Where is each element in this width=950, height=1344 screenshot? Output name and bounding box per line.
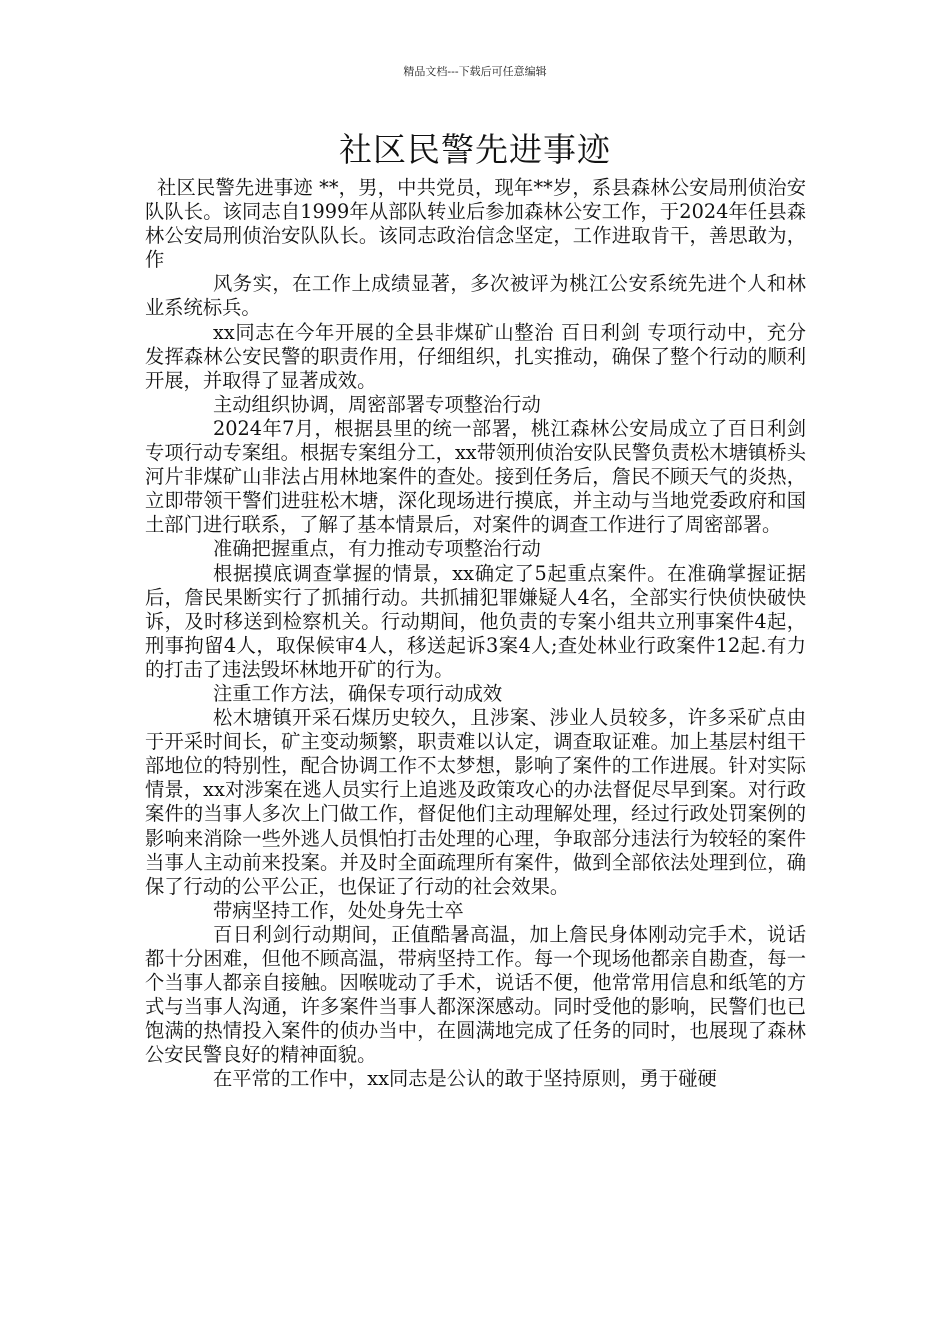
- paragraph: 松木塘镇开采石煤历史较久，且涉案、涉业人员较多，许多采矿点由于开采时间长，矿主变动频繁，职责难以认定，调查取证难。加上基层村组干部地位的特别性，配合协调工作不太梦想，影响了案件的工作进展。针对实际情景，xx对涉案在逃人员实行上追逃及政策攻心的办法督促尽早到案。对行政案件的当事人多次上门做工作，督促他们主动理解处理，经过行政处罚案例的影响来消除一些外逃人员惧怕打击处理的心理，争取部分违法行为较轻的案件当事人主动前来投案。并及时全面疏理所有案件，做到全部依法处理到位，确保了行动的公平公正，也保证了行动的社会效果。: [145, 706, 806, 898]
- paragraph: 在平常的工作中，xx同志是公认的敢于坚持原则，勇于碰硬: [213, 1067, 717, 1091]
- paragraph: 根据摸底调查掌握的情景，xx确定了5起重点案件。在准确掌握证据后，詹民果断实行了抓捕行动。共抓捕犯罪嫌疑人4名，全部实行快侦快破快诉，及时移送到检察机关。行动期间，他负责的专案小组共立刑事案件4起，刑事拘留4人，取保候审4人，移送起诉3案4人;查处林业行政案件12起.有力的打击了违法毁坏林地开矿的行为。: [145, 561, 806, 681]
- paragraph: 2024年7月，根据县里的统一部署，桃江森林公安局成立了百日利剑专项行动专案组。根据专案组分工，xx带领刑侦治安队民警负责松木塘镇桥头河片非煤矿山非法占用林地案件的查处。接到任务后，詹民不顾天气的炎热，立即带领干警们进驻松木塘，深化现场进行摸底，并主动与当地党委政府和国土部门进行联系，了解了基本情景后，对案件的调查工作进行了周密部署。: [145, 416, 806, 537]
- paragraph-intro: 社区民警先进事迹 **，男，中共党员，现年**岁，系县森林公安局刑侦治安队队长。该同志自1999年从部队转业后参加森林公安工作，于2024年任县森林公安局刑侦治安队队长。该同志政治信念坚定，工作进取肯干，善思敢为，作: [145, 176, 806, 272]
- section-heading: 注重工作方法，确保专项行动成效: [213, 681, 503, 705]
- section-heading: 准确把握重点，有力推动专项整治行动: [213, 537, 541, 561]
- paragraph: 风务实，在工作上成绩显著，多次被评为桃江公安系统先进个人和林业系统标兵。: [145, 272, 806, 320]
- document-body: [145, 176, 806, 1092]
- document-title: 社区民警先进事迹: [339, 130, 611, 169]
- paragraph: xx同志在今年开展的全县非煤矿山整治 百日利剑 专项行动中，充分发挥森林公安民警的职责作用，仔细组织，扎实推动，确保了整个行动的顺利开展，并取得了显著成效。: [145, 320, 806, 392]
- paragraph: 百日利剑行动期间，正值酷暑高温，加上詹民身体刚动完手术，说话都十分困难，但他不顾高温，带病坚持工作。每一个现场他都亲自勘查，每一个当事人都亲自接触。因喉咙动了手术，说话不便，他常常用信息和纸笔的方式与当事人沟通，许多案件当事人都深深感动。同时受他的影响，民警们也已饱满的热情投入案件的侦办当中，在圆满地完成了任务的同时，也展现了森林公安民警良好的精神面貌。: [145, 922, 806, 1067]
- section-heading: 主动组织协调，周密部署专项整治行动: [213, 392, 541, 416]
- section-heading: 带病坚持工作，处处身先士卒: [213, 898, 464, 922]
- page-header: 精品文档---下载后可任意编辑: [403, 65, 547, 78]
